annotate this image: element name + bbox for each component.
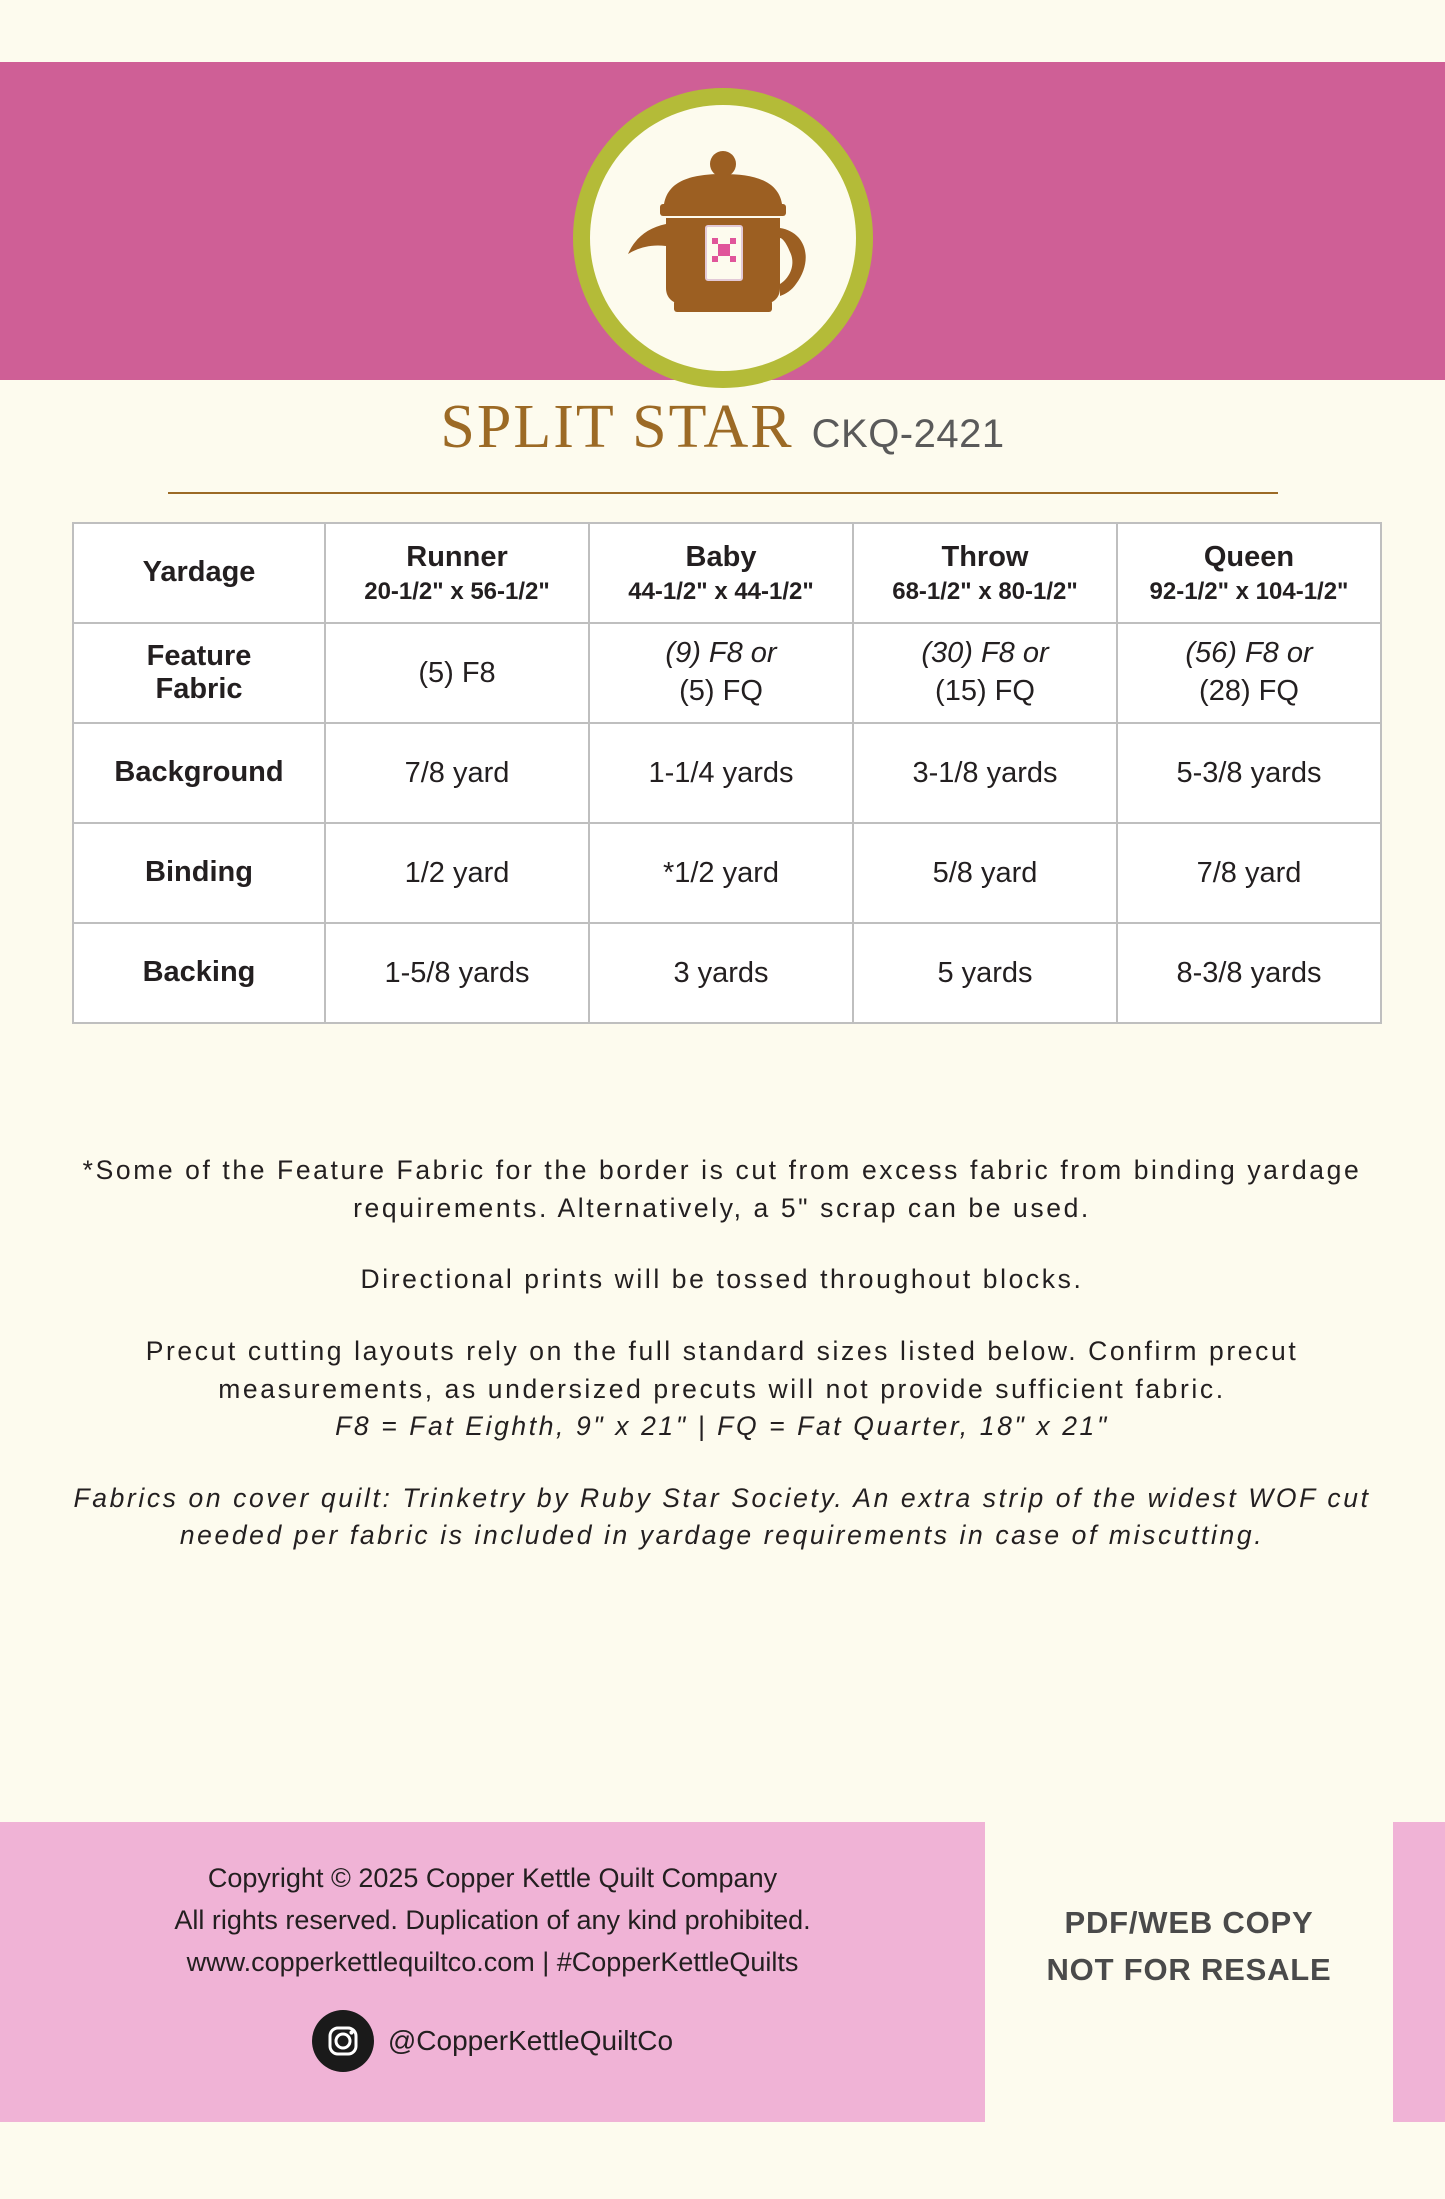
cell-binding-runner: 1/2 yard xyxy=(325,823,589,923)
cell-feature-queen-l2: (28) FQ xyxy=(1199,675,1299,707)
cell-backing-runner: 1-5/8 yards xyxy=(325,923,589,1023)
table-row xyxy=(73,923,1381,1023)
header-yardage xyxy=(73,523,325,623)
cell-backing-baby: 3 yards xyxy=(589,923,853,1023)
cell-background-baby: 1-1/4 yards xyxy=(589,723,853,823)
cell-feature-throw-l2: (15) FQ xyxy=(935,675,1035,707)
brand-logo xyxy=(573,88,873,388)
yardage-table xyxy=(72,522,1382,1024)
cell-feature-queen xyxy=(1117,623,1381,723)
cell-feature-baby xyxy=(589,623,853,723)
footer-website: www.copperkettlequiltco.com | #CopperKettleQuilts xyxy=(186,1946,799,1977)
row-label-feature-line2: Fabric xyxy=(155,673,243,705)
row-label-background: Background xyxy=(73,723,325,823)
header-runner-label: Runner xyxy=(406,540,508,573)
note-cover-fabrics: Fabrics on cover quilt: Trinketry by Ruby Star Society. An extra strip of the widest WOF cut needed per fabric is included in yardage requirements in case of miscutting. xyxy=(73,1482,1371,1551)
row-label-binding: Binding xyxy=(73,823,325,923)
cell-binding-baby: *1/2 yard xyxy=(589,823,853,923)
header-throw-dims: 68-1/2" x 80-1/2" xyxy=(892,577,1078,605)
cell-feature-runner: (5) F8 xyxy=(325,623,589,723)
note-directional-prints: Directional prints will be tossed throughout blocks. xyxy=(360,1264,1084,1295)
row-label-backing: Backing xyxy=(73,923,325,1023)
header-baby-label: Baby xyxy=(685,540,757,573)
table-row xyxy=(73,823,1381,923)
footer-panel xyxy=(0,1822,985,2122)
cell-feature-baby-l2: (5) FQ xyxy=(679,675,763,707)
note-precut-sizes xyxy=(72,1333,1372,1446)
footer-copyright: Copyright © 2025 Copper Kettle Quilt Company xyxy=(207,1863,778,1893)
cell-binding-queen: 7/8 yard xyxy=(1117,823,1381,923)
header-queen xyxy=(1117,523,1381,623)
row-label-feature-fabric xyxy=(73,623,325,723)
notes-section xyxy=(72,1152,1372,1555)
resale-line1: PDF/WEB COPY xyxy=(1064,1905,1314,1940)
header-queen-dims: 92-1/2" x 104-1/2" xyxy=(1149,577,1349,605)
header-queen-label: Queen xyxy=(1203,540,1295,573)
instagram-handle[interactable]: @CopperKettleQuiltCo xyxy=(387,2025,674,2056)
teapot-icon xyxy=(618,148,828,328)
footer-rights: All rights reserved. Duplication of any kind prohibited. xyxy=(174,1904,811,1935)
cell-feature-queen-l1: (56) F8 or xyxy=(1185,637,1313,670)
note-precut-text: Precut cutting layouts rely on the full standard sizes listed below. Confirm precut measurements, as undersized precuts will not provide sufficient fabric. xyxy=(145,1335,1299,1404)
cell-feature-throw xyxy=(853,623,1117,723)
header-yardage-label: Yardage xyxy=(142,556,256,589)
cell-binding-throw: 5/8 yard xyxy=(853,823,1117,923)
note-precut-definitions: F8 = Fat Eighth, 9" x 21" | FQ = Fat Quarter, 18" x 21" xyxy=(335,1411,1109,1442)
footer-panel-right xyxy=(1393,1822,1445,2122)
header-baby xyxy=(589,523,853,623)
title-divider xyxy=(168,492,1278,494)
footer-copyright-block xyxy=(0,1858,985,1984)
cell-background-queen: 5-3/8 yards xyxy=(1117,723,1381,823)
table-row xyxy=(73,623,1381,723)
header-throw xyxy=(853,523,1117,623)
pattern-name: SPLIT STAR xyxy=(440,393,794,461)
table-header-row xyxy=(73,523,1381,623)
header-runner-dims: 20-1/2" x 56-1/2" xyxy=(364,577,550,605)
resale-line2: NOT FOR RESALE xyxy=(1046,1951,1332,1987)
instagram-icon[interactable] xyxy=(312,2010,374,2072)
header-throw-label: Throw xyxy=(941,540,1029,573)
row-label-feature-line1: Feature xyxy=(146,639,252,672)
pattern-code: CKQ-2421 xyxy=(811,412,1005,456)
cell-backing-throw: 5 yards xyxy=(853,923,1117,1023)
table-row xyxy=(73,723,1381,823)
cell-feature-throw-l1: (30) F8 or xyxy=(921,637,1049,670)
cell-backing-queen: 8-3/8 yards xyxy=(1117,923,1381,1023)
header-runner xyxy=(325,523,589,623)
note-binding-excess: *Some of the Feature Fabric for the border is cut from excess fabric from binding yardage requirements. Alternatively, a 5" scrap can be used. xyxy=(82,1155,1362,1223)
header-baby-dims: 44-1/2" x 44-1/2" xyxy=(628,577,814,605)
page-title xyxy=(0,392,1445,463)
cell-background-throw: 3-1/8 yards xyxy=(853,723,1117,823)
resale-notice xyxy=(985,1900,1393,1993)
instagram-row[interactable] xyxy=(0,2010,985,2072)
cell-feature-baby-l1: (9) F8 or xyxy=(665,637,777,670)
cell-background-runner: 7/8 yard xyxy=(325,723,589,823)
